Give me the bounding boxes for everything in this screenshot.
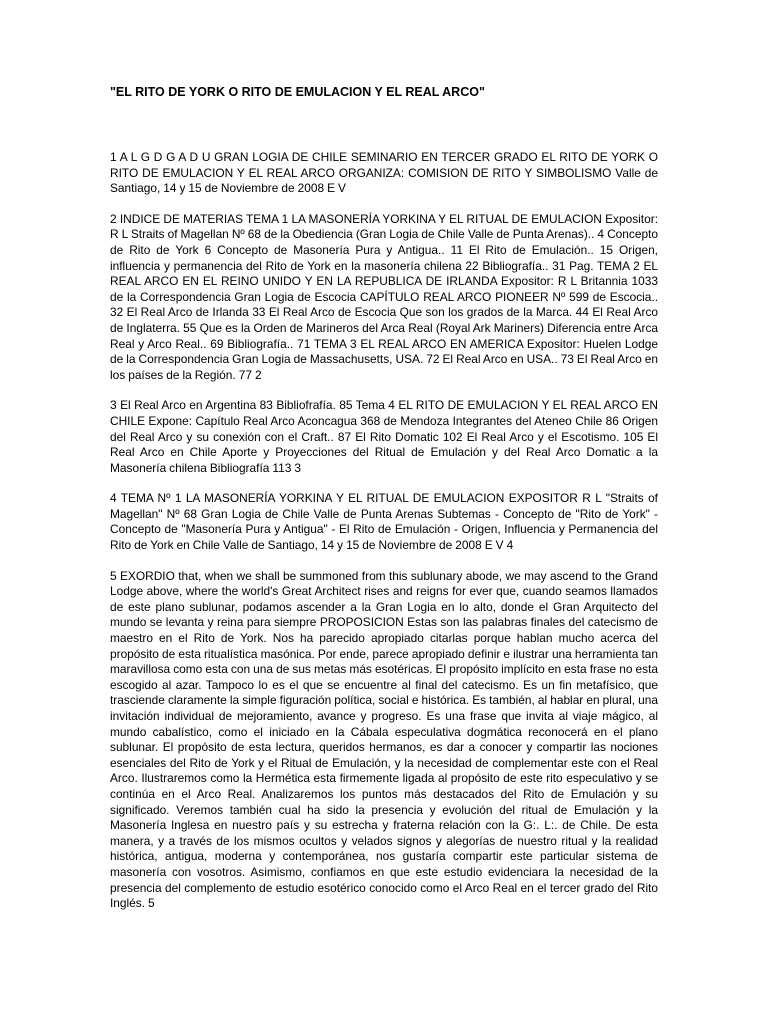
- document-body: [110, 150, 658, 927]
- paragraph-3: 3 El Real Arco en Argentina 83 Bibliofrafía. 85 Tema 4 EL RITO DE EMULACION Y EL REAL ARCO EN CHILE Expone: Capítulo Real Arco Aconcagua 368 de Mendoza Integrantes del Ateneo Chile 86 Origen del Real Arco y su conexión con el Craft.. 87 El Rito Domatic 102 El Real Arco y el Escotismo. 105 El Real Arco en Chile Aporte y Proyecciones del Ritual de Emulación y del Real Arco Domatic a la Masonería chilena Bibliografía 113 3: [110, 398, 658, 475]
- paragraph-4: 4 TEMA Nº 1 LA MASONERÍA YORKINA Y EL RITUAL DE EMULACION EXPOSITOR R L "Straits of Magellan" Nº 68 Gran Logia de Chile Valle de Punta Arenas Subtemas - Concepto de "Rito de York" - Concepto de "Masonería Pura y Antigua" - El Rito de Emulación - Origen, Influencia y Permanencia del Rito de York en Chile Valle de Santiago, 14 y 15 de Noviembre de 2008 E V 4: [110, 491, 658, 553]
- paragraph-5: 5 EXORDIO that, when we shall be summoned from this sublunary abode, we may ascend to the Grand Lodge above, where the world's Great Architect rises and reigns for ever que, cuando seamos llamados de este plano sublunar, podamos ascender a la Gran Logia en lo alto, donde el Gran Arquitecto del mundo se levanta y reina para siempre PROPOSICION Estas son las palabras finales del catecismo de maestro en el Rito de York. Nos ha parecido apropiado citarlas porque hablan mucho acerca del propósito de esta ritualística masónica. Por ende, parece apropiado definir e ilustrar una herramienta tan maravillosa como esta con una de sus metas más esotéricas. El propósito implícito en esta frase no esta escogido al azar. Tampoco lo es el que se encuentre al final del catecismo. Es un fin metafísico, que trasciende claramente la simple figuración política, social e histórica. Es también, al hablar en plural, una invitación individual de mejoramiento, avance y progreso. Es una frase que invita al viaje mágico, al mundo cabalístico, como el iniciado en la Cábala especulativa dogmática reconocerá en el plano sublunar. El propósito de esta lectura, queridos hermanos, es dar a conocer y compartir las nociones esenciales del Rito de York y el Ritual de Emulación, y la necesidad de complementar este con el Real Arco. Ilustraremos como la Hermética esta firmemente ligada al propósito de este rito especulativo y se continúa en el Arco Real. Analizaremos los puntos más destacados del Rito de Emulación y su significado. Veremos también cual ha sido la presencia y evolución del ritual de Emulación y la Masonería Inglesa en nuestro país y su estrecha y fraterna relación con la G:. L:. de Chile. De esta manera, y a través de los mismos ocultos y velados signos y alegorías de nuestro ritual y la realidad histórica, antigua, moderna y contemporánea, nos gustaría compartir este particular sistema de masonería con vosotros. Asimismo, confiamos en que este estudio evidenciara la necesidad de la presencia del complemento de estudio esotérico conocido como el Arco Real en el tercer grado del Rito Inglés. 5: [110, 568, 658, 911]
- paragraph-2: 2 INDICE DE MATERIAS TEMA 1 LA MASONERÍA YORKINA Y EL RITUAL DE EMULACION Expositor: R L Straits of Magellan Nº 68 de la Obediencia (Gran Logia de Chile Valle de Punta Arenas).. 4 Concepto de Rito de York 6 Concepto de Masonería Pura y Antigua.. 11 El Rito de Emulación.. 15 Origen, influencia y permanencia del Rito de York en la masonería chilena 22 Bibliografía.. 31 Pag. TEMA 2 EL REAL ARCO EN EL REINO UNIDO Y EN LA REPUBLICA DE IRLANDA Expositor: R L Britannia 1033 de la Correspondencia Gran Logia de Escocia CAPÍTULO REAL ARCO PIONEER Nº 599 de Escocia.. 32 El Real Arco de Irlanda 33 El Real Arco de Escocia Que son los grados de la Marca. 44 El Real Arco de Inglaterra. 55 Que es la Orden de Marineros del Arca Real (Royal Ark Mariners) Diferencia entre Arca Real y Arco Real.. 69 Bibliografía.. 71 TEMA 3 EL REAL ARCO EN AMERICA Expositor: Huelen Lodge de la Correspondencia Gran Logia de Massachusetts, USA. 72 El Real Arco en USA.. 73 El Real Arco en los países de la Región. 77 2: [110, 211, 658, 382]
- document-title: "EL RITO DE YORK O RITO DE EMULACION Y EL REAL ARCO": [110, 85, 485, 99]
- paragraph-1: 1 A L G D G A D U GRAN LOGIA DE CHILE SEMINARIO EN TERCER GRADO EL RITO DE YORK O RITO DE EMULACION Y EL REAL ARCO ORGANIZA: COMISION DE RITO Y SIMBOLISMO Valle de Santiago, 14 y 15 de Noviembre de 2008 E V: [110, 150, 658, 196]
